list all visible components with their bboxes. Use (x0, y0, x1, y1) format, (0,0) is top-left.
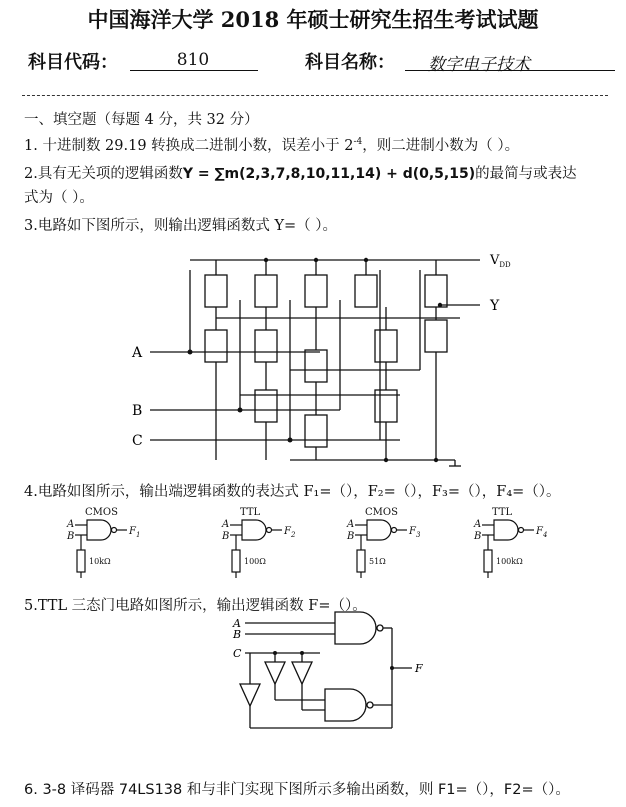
q4-gate-2-label-a: A (222, 519, 230, 530)
label-input-c: C (132, 433, 143, 449)
q5-nand-bottom (325, 689, 366, 721)
q4-gate-2-res-value: 100Ω (244, 557, 266, 566)
q4-gate-1-label-b: B (67, 531, 75, 542)
q5-nand-bottom-bubble (367, 702, 373, 708)
q4-gate-4-out-main: F (536, 526, 543, 537)
q5-label-b: B (233, 628, 242, 641)
subject-code-label: 科目代码： (28, 52, 118, 73)
q1-exponent: -4 (353, 137, 363, 148)
q4-gate-1-label-a: A (67, 519, 75, 530)
q5-node-2 (300, 651, 304, 655)
q4-gate-4-res-value: 100kΩ (496, 557, 523, 566)
q4-gate-4-type: TTL (492, 507, 513, 518)
q2-text-pre: 2.具有无关项的逻辑函数 (24, 166, 183, 182)
q5-buffer-1 (265, 662, 285, 684)
q2-formula: Y = ∑m(2,3,7,8,10,11,14) + d(0,5,15) (182, 166, 476, 182)
q4-gate-3-label-a: A (347, 519, 355, 530)
label-input-a: A (132, 345, 143, 361)
q4-gate-1-out-sub: 1 (135, 531, 141, 539)
q4-gate-4-out-sub: 4 (542, 531, 548, 539)
q5-nand-top (335, 612, 376, 644)
subject-code-value: 810 (176, 50, 210, 70)
question-4: 4.电路如图所示，输出端逻辑函数的表达式 F₁=（），F₂=（），F₃=（），F₄=（）。 (24, 484, 561, 500)
question-5: 5.TTL 三态门电路如图所示，输出逻辑函数 F=（）。 (24, 598, 367, 614)
question-2-line-2: 式为（ ）。 (24, 190, 94, 206)
q4-gate-4-label-b: B (474, 531, 482, 542)
q4-gate-3-out-main: F (409, 526, 416, 537)
q2-text-post: 的最简与或表达 (475, 166, 577, 182)
subject-name-value: 数字电子技术 (428, 55, 530, 75)
q5-buffer-2 (292, 662, 312, 684)
q4-gate-2-out-main: F (284, 526, 291, 537)
q5-label-f: F (415, 662, 423, 675)
q5-label-c: C (233, 647, 242, 660)
q1-text-post: ，则二进制小数为（ ）。 (362, 138, 520, 154)
q5-label-a: A (233, 617, 241, 630)
q4-gate-2-out-sub: 2 (290, 531, 296, 539)
label-output-y: Y (490, 298, 500, 314)
q4-gate-3-out-sub: 3 (415, 531, 421, 539)
q5-nand-top-bubble (377, 625, 383, 631)
q5-buffer-3 (240, 684, 260, 706)
label-vdd-sub: DD (499, 261, 511, 269)
q4-gate-3-res-value: 51Ω (369, 557, 386, 566)
q4-gate-1-res-value: 10kΩ (89, 557, 111, 566)
label-input-b: B (132, 403, 143, 419)
q4-gate-1-out-main: F (129, 526, 136, 537)
q4-gate-2-label-b: B (222, 531, 230, 542)
q5-node-1 (273, 651, 277, 655)
question-3: 3.电路如下图所示，则输出逻辑函数式 Y=（ ）。 (24, 218, 338, 234)
subject-name-label: 科目名称： (305, 52, 395, 73)
q1-text-pre: 1. 十进制数 29.19 转换成二进制小数，误差小于 2 (24, 138, 354, 154)
q4-gate-3-label-b: B (347, 531, 355, 542)
q4-gate-1-type: CMOS (85, 507, 118, 518)
exam-title: 中国海洋大学 2018 年硕士研究生招生考试试题 (87, 7, 539, 32)
label-vdd-main: V (490, 253, 500, 268)
section-heading: 一、填空题（每题 4 分，共 32 分） (24, 112, 259, 128)
q4-gate-2-type: TTL (240, 507, 261, 518)
question-6: 6. 3-8 译码器 74LS138 和与非门实现下图所示多输出函数，则 F1=（），F2=（）。 (24, 782, 570, 798)
q5-node-f (390, 666, 394, 670)
q4-gate-4-label-a: A (474, 519, 482, 530)
q4-gate-3-type: CMOS (365, 507, 398, 518)
